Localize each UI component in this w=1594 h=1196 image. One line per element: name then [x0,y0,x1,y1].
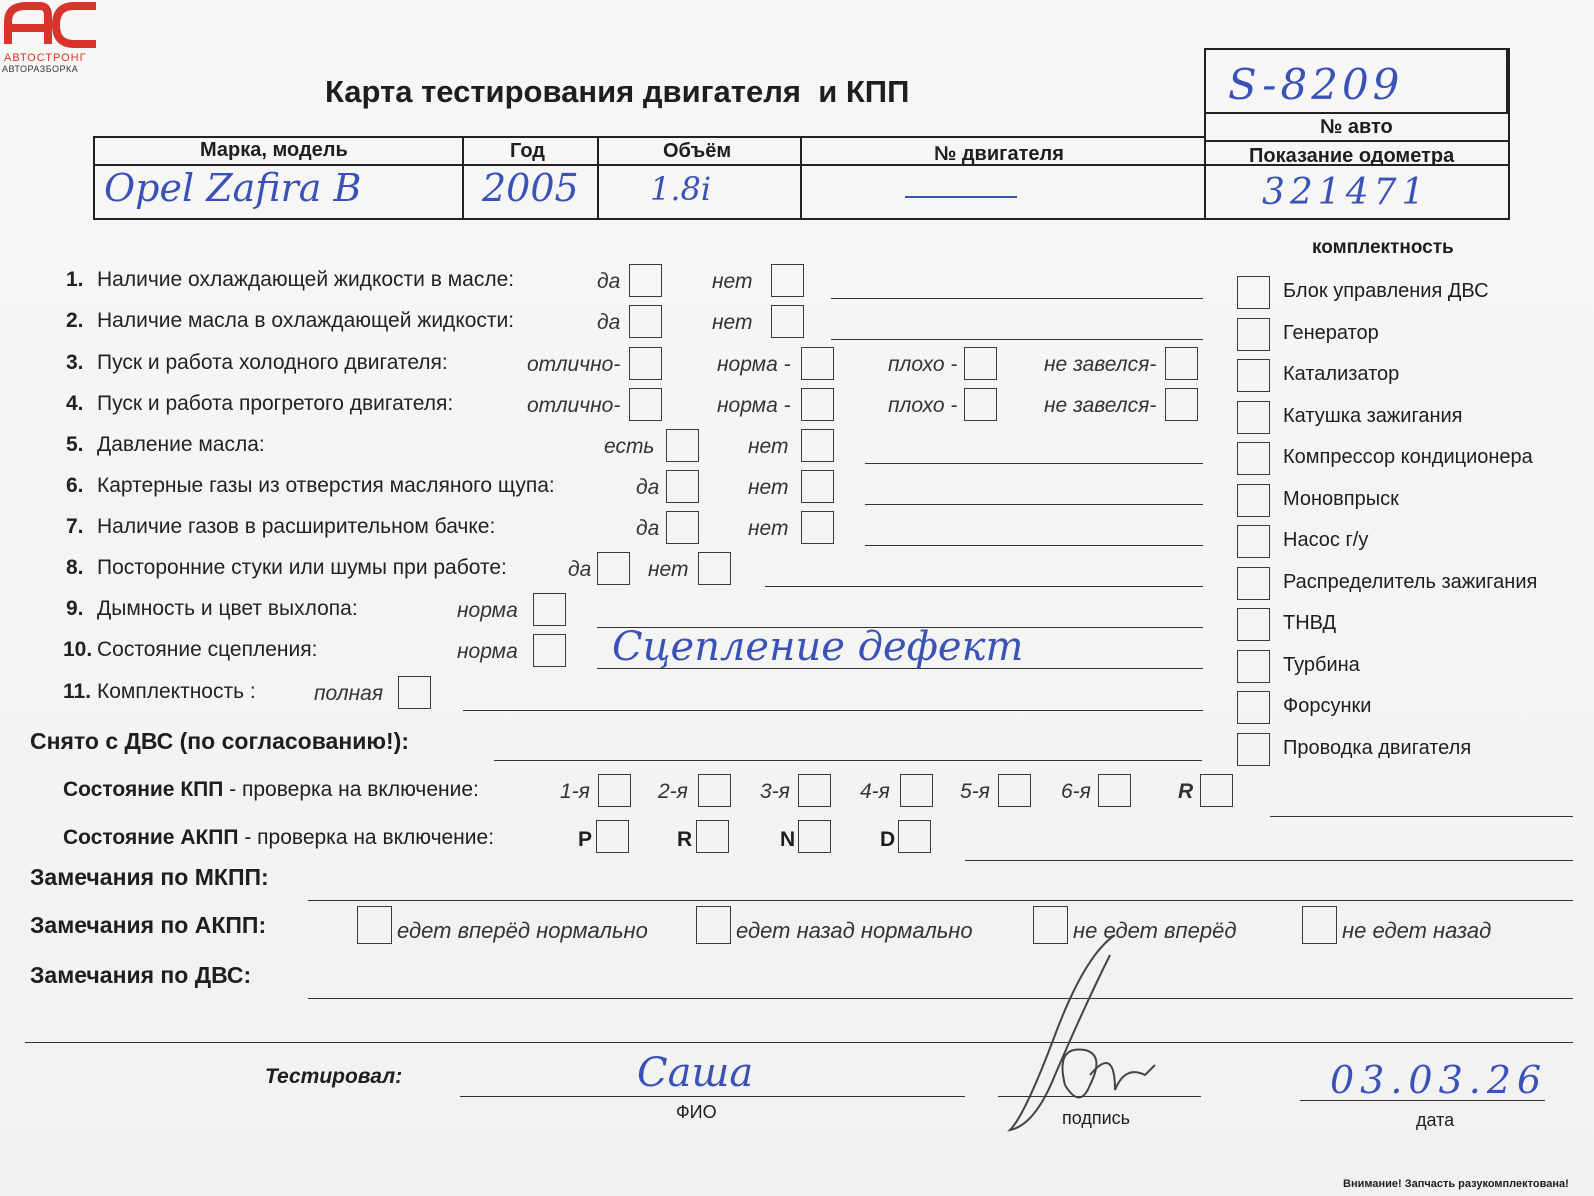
check-mark-icon [1238,360,1269,391]
page-title: Карта тестирования двигателя и КПП [325,74,910,109]
option-checkbox[interactable] [1165,347,1198,380]
gear-label: 5-я [960,780,990,803]
item-label: Наличие газов в расширительном бачке: [97,515,496,538]
date-value: 03.03.26 [1330,1058,1548,1102]
completeness-label: Моновпрыск [1283,487,1399,510]
check-mark-icon [772,265,803,296]
item-label: Пуск и работа прогретого двигателя: [97,392,454,415]
answer-line [865,504,1203,505]
item-label: Давление масла: [97,433,265,456]
option-checkbox[interactable] [801,470,834,503]
option-label: нет [748,517,789,540]
option-checkbox[interactable] [964,388,997,421]
completeness-checkbox[interactable] [1237,484,1270,517]
option-checkbox[interactable] [771,305,804,338]
answer-line [765,586,1203,587]
check-mark-icon [802,512,833,543]
completeness-checkbox[interactable] [1237,733,1270,766]
answer-line [865,545,1203,546]
tested-label: Тестировал: [265,1065,403,1088]
fio-label: ФИО [676,1102,717,1122]
option-checkbox[interactable] [698,552,731,585]
odometer-label: Показание одометра [1249,145,1455,167]
engine-no-label: № двигателя [934,143,1064,165]
gear-checkbox[interactable] [900,774,933,807]
option-checkbox[interactable] [801,429,834,462]
completeness-checkbox[interactable] [1237,691,1270,724]
option-checkbox[interactable] [597,552,630,585]
removed-label: Снято с ДВС (по согласованию!): [30,728,409,754]
answer-line [463,710,1203,711]
completeness-label: Проводка двигателя [1283,736,1472,759]
gear-label: 1-я [560,780,590,803]
remarks-mkpp-label: Замечания по МКПП: [30,864,269,890]
logo-name: АВТОСТРОНГ [4,52,87,64]
akpp-option-label: едет назад нормально [736,918,973,943]
option-label: отлично- [527,353,621,376]
akpp-option-label: не едет вперёд [1073,918,1237,943]
akpp-option-checkbox[interactable] [696,906,731,944]
completeness-label: Катушка зажигания [1283,404,1463,427]
completeness-checkbox[interactable] [1237,359,1270,392]
option-label: норма - [717,353,791,376]
answer-line [865,463,1203,464]
option-label: норма [457,640,518,663]
option-label: не завелся- [1044,353,1157,376]
option-checkbox[interactable] [964,347,997,380]
option-label: плохо - [888,394,958,417]
option-checkbox[interactable] [666,511,699,544]
option-label: плохо - [888,353,958,376]
kpp-row-label: Состояние КПП - проверка на включение: [63,778,479,801]
item-number: 5. [66,433,84,456]
option-checkbox[interactable] [666,429,699,462]
mode-checkbox[interactable] [898,820,931,853]
option-label: да [597,311,621,334]
option-label: есть [604,435,655,458]
option-label: полная [314,682,384,705]
option-label: нет [712,311,753,334]
gear-checkbox[interactable] [1200,774,1233,807]
brand-value: Opel Zafira B [104,166,362,210]
check-mark-icon [1238,319,1269,350]
option-checkbox[interactable] [801,347,834,380]
akpp-option-label: не едет назад [1342,918,1492,943]
completeness-label: Турбина [1283,653,1360,676]
check-mark-icon [534,594,565,625]
option-label: норма [457,599,518,622]
check-mark-icon [799,775,830,806]
logo [0,0,104,76]
item-number: 1. [66,268,84,291]
check-mark-icon [399,677,430,708]
gear-label: 2-я [658,780,688,803]
completeness-label: ТНВД [1283,612,1337,634]
brand-label: Марка, модель [200,139,348,161]
item-number: 7. [66,515,84,538]
option-label: да [597,270,621,293]
mode-checkbox[interactable] [596,820,629,853]
akpp-option-checkbox[interactable] [1302,906,1337,944]
check-mark-icon [1201,775,1232,806]
mode-checkbox[interactable] [696,820,729,853]
completeness-label: Блок управления ДВС [1283,280,1489,302]
option-label: нет [648,558,689,581]
gear-label: 3-я [760,780,790,803]
item-note: Сцепление дефект [612,624,1024,670]
completeness-label: Генератор [1283,321,1379,344]
option-checkbox[interactable] [771,264,804,297]
item-label: Комплектность : [97,680,256,703]
completeness-checkbox[interactable] [1237,650,1270,683]
item-number: 9. [66,597,84,620]
akpp-option-label: едет вперёд нормально [397,918,648,943]
remarks-akpp-label: Замечания по АКПП: [30,912,267,938]
option-checkbox[interactable] [629,388,662,421]
item-number: 10. [63,638,93,661]
mode-checkbox[interactable] [798,820,831,853]
warning-note: Внимание! Запчасть разукомплектована! [1343,1178,1569,1190]
completeness-checkbox[interactable] [1237,442,1270,475]
option-label: нет [748,435,789,458]
check-mark-icon [667,430,698,461]
item-label: Пуск и работа холодного двигателя: [97,351,448,374]
gear-checkbox[interactable] [798,774,831,807]
tester-name: Саша [637,1050,754,1096]
item-label: Картерные газы из отверстия масляного щупа: [97,474,555,497]
item-number: 4. [66,392,84,415]
item-number: 2. [66,309,84,332]
option-label: нет [712,270,753,293]
item-number: 6. [66,474,84,497]
check-mark-icon [1099,775,1130,806]
gear-label: 4-я [860,780,890,803]
item-number: 8. [66,556,84,579]
item-number: 11. [63,680,92,703]
completeness-checkbox[interactable] [1237,276,1270,309]
header-grid [93,136,1204,138]
gear-checkbox[interactable] [998,774,1031,807]
car-no-label: № авто [1320,116,1393,138]
completeness-checkbox[interactable] [1237,318,1270,351]
logo-mark-icon [0,0,102,50]
check-mark-icon [1238,443,1269,474]
option-checkbox[interactable] [1165,388,1198,421]
mode-label: P [578,828,593,851]
completeness-checkbox[interactable] [1237,608,1270,641]
mode-label: D [880,828,896,851]
option-checkbox[interactable] [629,347,662,380]
option-checkbox[interactable] [533,634,566,667]
check-mark-icon [802,389,833,420]
option-checkbox[interactable] [629,264,662,297]
item-label: Наличие охлаждающей жидкости в масле: [97,268,515,291]
sign-label: подпись [1062,1108,1131,1128]
gear-label: 6-я [1061,780,1091,803]
date-label: дата [1416,1110,1455,1130]
option-label: норма - [717,394,791,417]
gear-label: R [1178,780,1194,803]
completeness-label: Насос г/у [1283,529,1369,551]
akpp-row-label: Состояние АКПП - проверка на включение: [63,826,495,849]
completeness-label: Распределитель зажигания [1283,570,1538,593]
check-mark-icon [802,348,833,379]
completeness-label: Форсунки [1283,695,1372,717]
year-label: Год [510,140,545,162]
akpp-option-checkbox[interactable] [357,906,392,944]
option-label: да [636,517,660,540]
option-checkbox[interactable] [666,470,699,503]
completeness-label: Компрессор кондиционера [1283,446,1533,468]
option-label: нет [748,476,789,499]
item-label: Посторонние стуки или шумы при работе: [97,556,507,579]
gear-checkbox[interactable] [1098,774,1131,807]
completeness-checkbox[interactable] [1237,567,1270,600]
option-label: отлично- [527,394,621,417]
option-checkbox[interactable] [533,593,566,626]
item-number: 3. [66,351,84,374]
engine-no-dash [905,196,1017,198]
year-value: 2005 [482,166,579,210]
item-label: Состояние сцепления: [97,638,318,661]
completeness-checkbox[interactable] [1237,525,1270,558]
mode-label: N [780,828,796,851]
answer-line [831,298,1203,299]
odometer-value: 321471 [1262,172,1430,213]
item-label: Дымность и цвет выхлопа: [97,597,358,620]
logo-tagline: АВТОРАЗБОРКА [2,64,79,74]
volume-value: 1.8i [650,170,712,208]
option-label: да [568,558,592,581]
check-mark-icon [802,471,833,502]
remarks-dvs-label: Замечания по ДВС: [30,962,252,988]
completeness-label: Катализатор [1283,363,1400,385]
check-mark-icon [999,775,1030,806]
answer-line [831,339,1203,340]
check-mark-icon [699,553,730,584]
option-label: да [636,476,660,499]
check-mark-icon [599,775,630,806]
option-checkbox[interactable] [801,511,834,544]
check-mark-icon [772,306,803,337]
check-mark-icon [1238,277,1269,308]
option-label: не завелся- [1044,394,1157,417]
mode-label: R [677,828,693,851]
option-checkbox[interactable] [398,676,431,709]
option-checkbox[interactable] [629,305,662,338]
item-label: Наличие масла в охлаждающей жидкости: [97,309,515,332]
completeness-title: комплектность [1312,237,1454,258]
stock-number: S-8209 [1228,60,1404,109]
completeness-checkbox[interactable] [1237,401,1270,434]
option-checkbox[interactable] [801,388,834,421]
gear-checkbox[interactable] [598,774,631,807]
gear-checkbox[interactable] [698,774,731,807]
volume-label: Объём [663,140,732,162]
check-mark-icon [901,775,932,806]
check-mark-icon [699,775,730,806]
